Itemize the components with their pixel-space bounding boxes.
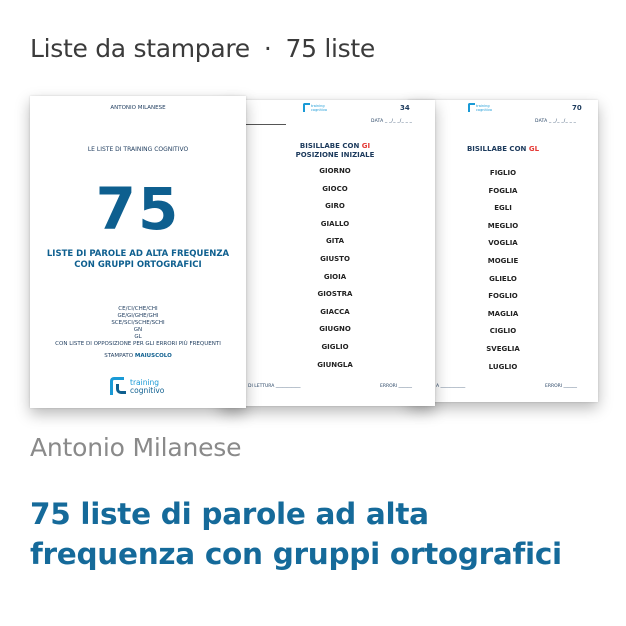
list-title: BISILLABE CON GI POSIZIONE INIZIALE (295, 142, 375, 159)
separator-dot: · (263, 34, 272, 63)
list-item: GIUSTO (320, 254, 350, 263)
cover-number: 75 (95, 175, 181, 243)
word-list (240, 166, 430, 377)
training-cognitivo-logo-icon: training cognitivo (303, 102, 327, 114)
list-item: GL (134, 334, 142, 340)
list-item: SCE/SCI/SCHE/SCHI (111, 320, 165, 326)
sample-page-34 (220, 100, 435, 406)
word-list (408, 168, 598, 379)
page-number: 34 (400, 104, 410, 112)
list-item: GIALLO (320, 219, 350, 228)
list-item: GIGLIO (321, 342, 349, 351)
list-item: GE/GI/GHE/GHI (117, 313, 159, 319)
page-number: 70 (572, 104, 582, 112)
date-field: DATA _ _/_ _/_ _ _ (371, 119, 413, 124)
list-item: GIUGNO (319, 325, 351, 334)
errors-field: ERRORI ______ (380, 384, 413, 389)
highlight-group: GL (528, 145, 540, 153)
list-item: MOGLIE (487, 256, 519, 265)
list-item: FIGLIO (489, 169, 517, 177)
list-item: GIOSTRA (317, 290, 353, 299)
cover-print-style: STAMPATO MAIUSCOLO (104, 353, 172, 359)
list-item: GLIELO (489, 274, 517, 283)
list-item: CON LISTE DI OPPOSIZIONE PER GLI ERRORI PIÙ FREQUENTI (55, 341, 221, 347)
errors-field: ERRORI ______ (545, 384, 578, 389)
cover-title: LISTE DI PAROLE AD ALTA FREQUENZA CON GRUPPI ORTOGRAFICI (46, 249, 230, 270)
divider (246, 124, 286, 125)
book-cover (30, 96, 246, 408)
list-item: EGLI (494, 204, 512, 213)
date-field: DATA _ _/_ _/_ _ _ (535, 119, 577, 124)
list-item: LUGLIO (488, 362, 518, 371)
list-item: GITA (326, 237, 344, 246)
list-count: 75 liste (285, 34, 375, 63)
list-item: FOGLIA (488, 186, 518, 195)
cover-author: ANTONIO MILANESE (110, 105, 166, 111)
list-item: GIORNO (319, 167, 351, 175)
book-author[interactable]: Antonio Milanese (30, 433, 242, 462)
category-label: Liste da stampare (30, 34, 250, 63)
list-item: GIUNGLA (317, 360, 353, 369)
list-item: CE/CI/CHE/CHI (118, 306, 158, 312)
list-title: BISILLABE CON GL (466, 145, 540, 153)
training-cognitivo-logo-icon: training cognitivo (110, 376, 180, 398)
listing-header (30, 34, 375, 63)
reading-time-field: A ___________ (436, 384, 466, 389)
list-item: GIOIA (323, 272, 347, 281)
list-item: CIGLIO (489, 327, 517, 336)
list-item: VOGLIA (488, 239, 518, 248)
reading-time-field: DI LETTURA ___________ (248, 384, 301, 389)
list-item: GIRO (325, 202, 345, 211)
list-item: MEGLIO (487, 221, 519, 230)
training-cognitivo-logo-icon: training cognitivo (468, 102, 492, 114)
list-item: FOGLIO (488, 292, 518, 301)
highlight-group: GI (361, 142, 371, 150)
cover-groups (30, 306, 246, 348)
sample-page-70 (408, 100, 598, 402)
list-item: SVEGLIA (486, 344, 520, 353)
book-title-link[interactable]: 75 liste di parole ad alta frequenza con gruppi ortografici (30, 497, 562, 571)
book-preview-image[interactable] (30, 96, 598, 410)
list-item: GN (133, 327, 143, 333)
list-item: GIACCA (320, 307, 350, 316)
list-item: MAGLIA (487, 309, 519, 318)
cover-series: LE LISTE DI TRAINING COGNITIVO (87, 146, 189, 153)
list-item: GIOCO (322, 184, 348, 193)
